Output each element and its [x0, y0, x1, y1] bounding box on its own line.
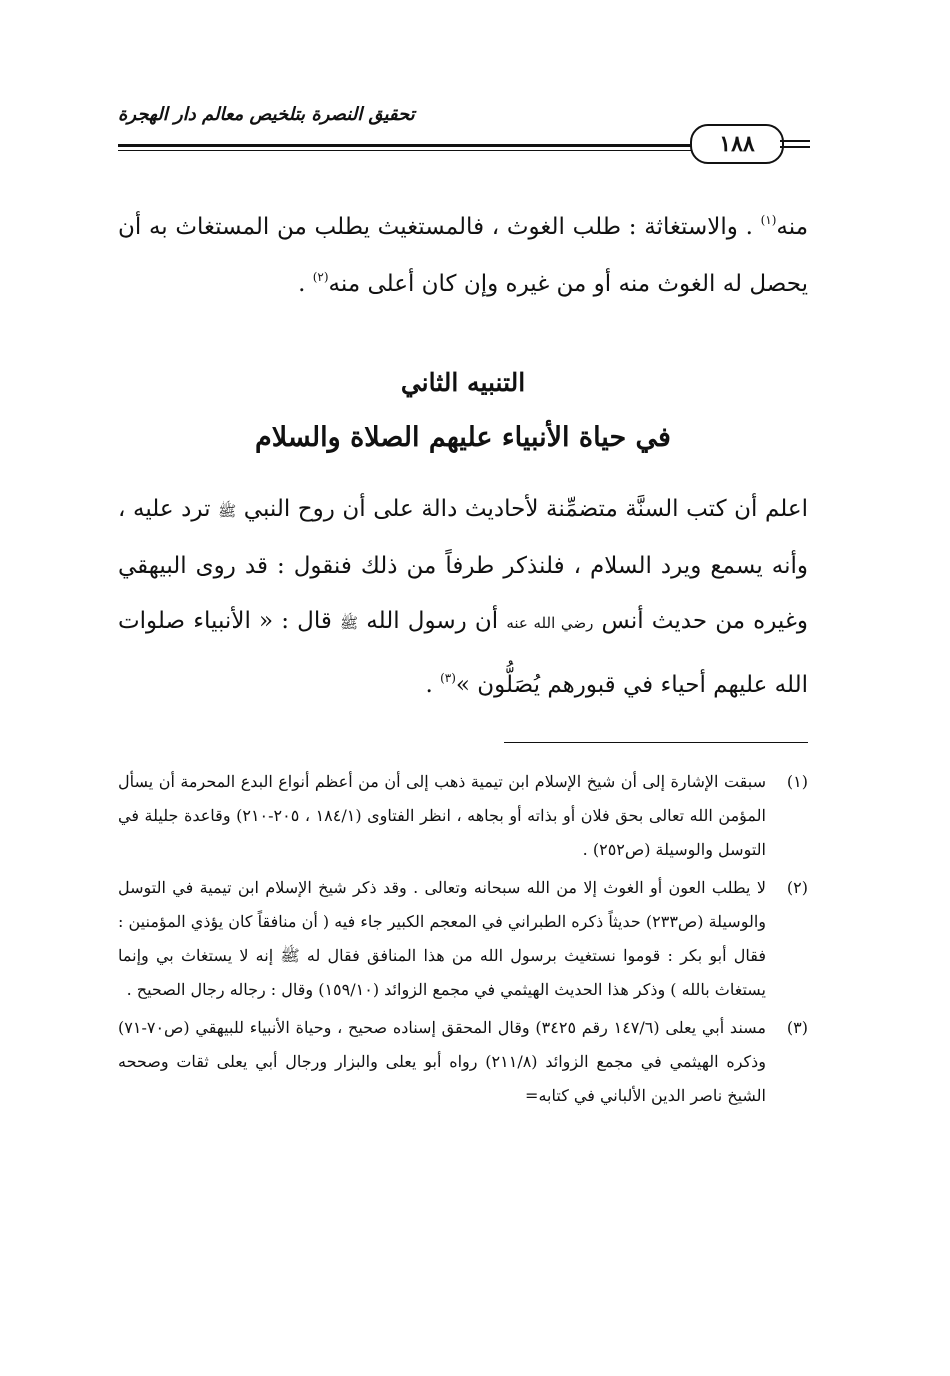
footnotes [118, 765, 808, 1117]
footnote-number: (٣) [786, 1018, 808, 1037]
footnote-ref: (٢) [312, 270, 329, 284]
footnote-separator [504, 742, 808, 743]
paragraph-intro [118, 195, 808, 309]
footnote-text: سبقت الإشارة إلى أن شيخ الإسلام ابن تيمية ذهب إلى أن من أعظم أنواع البدع المحرمة أن يسأل المؤمن الله تعالى بحق فلان أو بذاته أو بجاهه ، انظر الفتاوى (١٨٤/١ ، ٢٠٥-٢١٠) وقاعدة جليلة في التوسل والوسيلة (ص٢٥٢) . [118, 772, 767, 859]
footnote-ref: (١) [760, 213, 777, 227]
section-heading: التنبيه الثاني [400, 368, 526, 397]
footnote-text: مسند أبي يعلى (١٤٧/٦ رقم ٣٤٢٥) وقال المحقق إسناده صحيح ، وحياة الأنبياء للبيهقي (ص٧٠-٧١) وذكره الهيثمي في مجمع الزوائد (٢١١/٨) رواه أبو يعلى والبزار ورجال أبي يعلى ثقات وصححه الشيخ ناصر الدين الألباني في كتابه= [118, 1018, 767, 1105]
honorific-symbol: ﷺ [340, 614, 359, 632]
header-rule-thin [118, 150, 698, 151]
footnote-number: (١) [786, 772, 808, 791]
section-subheading: في حياة الأنبياء عليهم الصلاة والسلام [255, 422, 671, 453]
paragraph-text: أن رسول الله [366, 608, 499, 634]
honorific-symbol: رضي الله عنه [506, 614, 594, 632]
footnote [118, 1011, 808, 1113]
footnote-ref: (٣) [440, 671, 456, 685]
footnote-text: لا يطلب العون أو الغوث إلا من الله سبحانه وتعالى . وقد ذكر شيخ الإسلام ابن تيمية في التوسل والوسيلة (ص٢٣٣) حديثاً ذكره الطبراني في المعجم الكبير جاء فيه ( أن منافقاً كان يؤذي المؤمنين : فقال أبو بكر : قوموا نستغيث برسول الله من هذا المنافق فقال له ﷺ إنه لا يستغاث بي وإنما يستغاث بالله ) وذكر هذا الحديث الهيثمي في مجمع الزوائد (١٥٩/١٠) وقال : رجاله رجال الصحيح . [118, 878, 767, 999]
header-rule [118, 144, 698, 147]
honorific-symbol: ﷺ [218, 502, 237, 520]
footnote-number: (٢) [786, 878, 808, 897]
page-number: ١٨٨ [690, 124, 784, 164]
paragraph-text: منه [776, 214, 809, 240]
paragraph-text: ترد عليه ، وأنه يسمع ويرد السلام ، فلنذكر طرفاً من ذلك فنقول : قد روى البيهقي وغيره من حديث أنس [118, 496, 809, 634]
paragraph-text: . [425, 672, 433, 698]
paragraph-main [118, 482, 808, 713]
page-number-ornament [780, 140, 810, 148]
footnote [118, 765, 808, 867]
running-header-title: تحقيق النصرة بتلخيص معالم دار الهجرة [118, 104, 415, 125]
paragraph-text: . والاستغاثة : طلب الغوث ، فالمستغيث يطلب من المستغاث به أن يحصل له الغوث منه أو من غيره وإن كان أعلى منه [118, 214, 808, 297]
paragraph-text: . [298, 271, 306, 297]
footnote [118, 871, 808, 1007]
paragraph-text: اعلم أن كتب السنَّة متضمِّنة لأحاديث دالة على أن روح النبي [243, 496, 809, 522]
paragraph-text: قال : « الأنبياء صلوات الله عليهم أحياء في قبورهم يُصَلُّون » [118, 608, 808, 698]
